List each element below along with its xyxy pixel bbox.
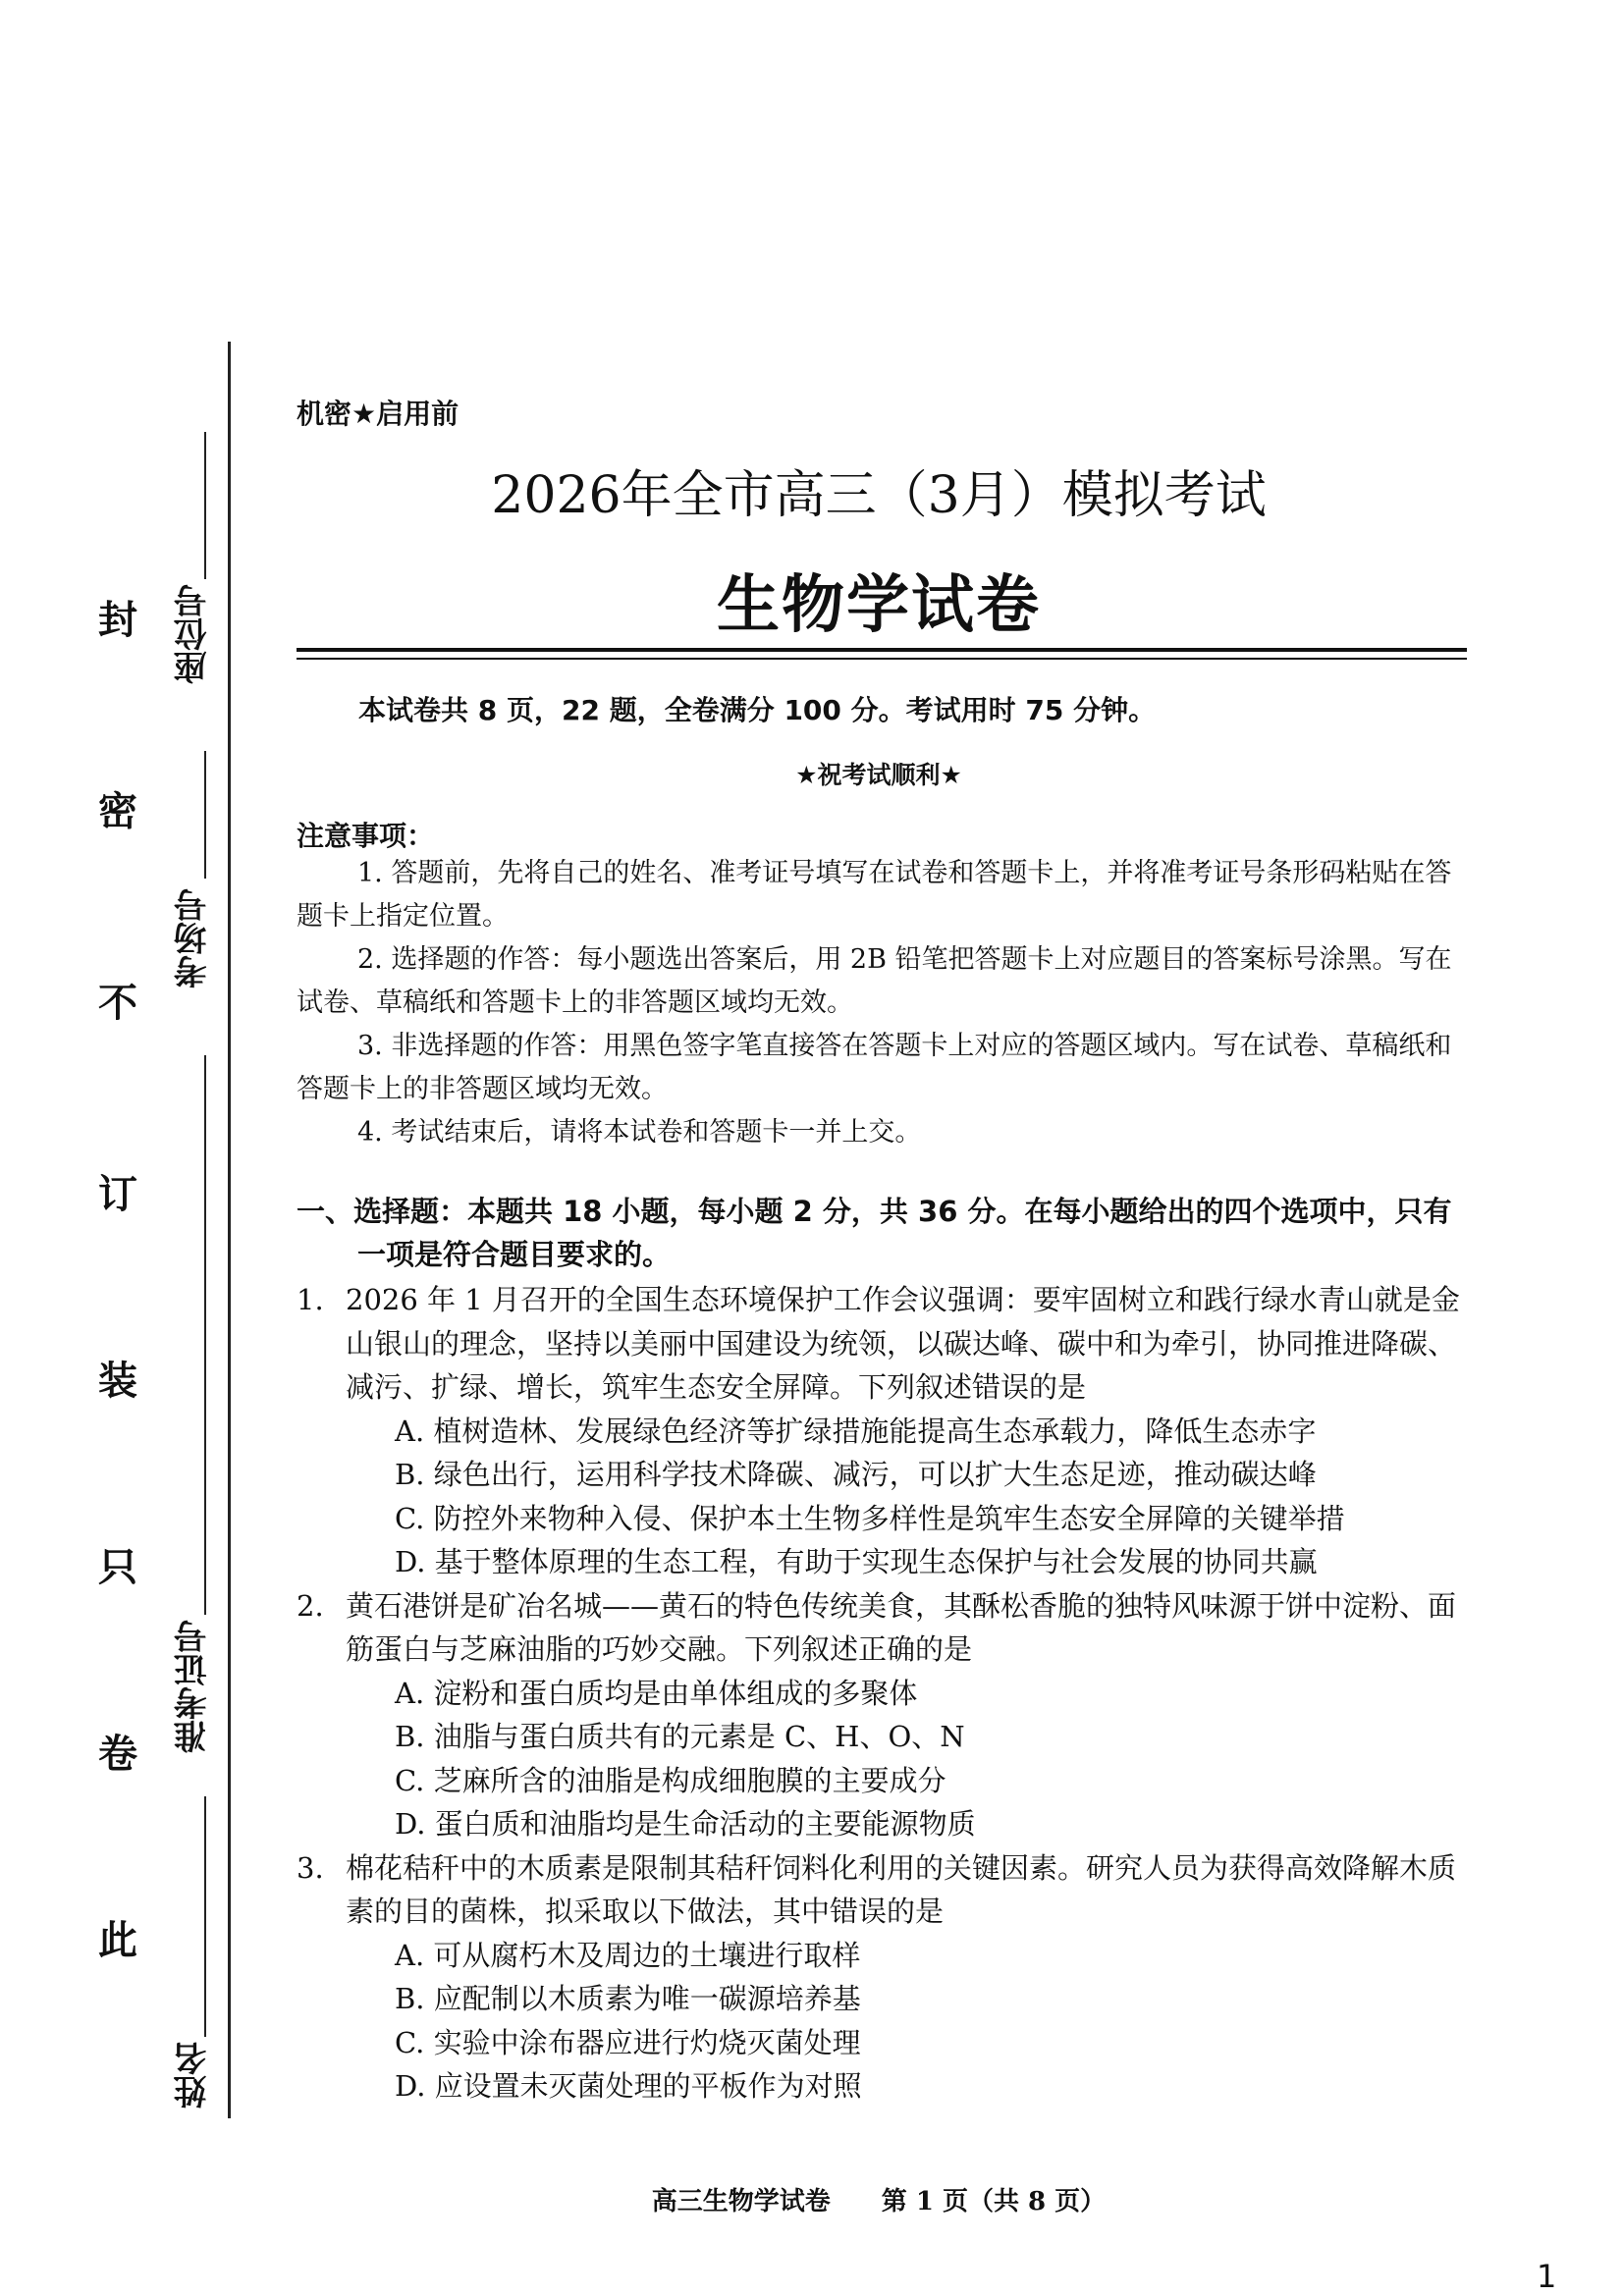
option-d: D. 蛋白质和油脂均是生命活动的主要能源物质 [395,1807,976,1841]
subject-title: 生物学试卷 [717,569,1041,642]
option-d: D. 应设置未灭菌处理的平板作为对照 [395,2069,862,2103]
option-d: D. 基于整体原理的生态工程，有助于实现生态保护与社会发展的协同共赢 [395,1545,1318,1578]
page-number: 1 [1537,2258,1557,2295]
name-line [204,1796,206,2037]
binding-margin-rule [228,342,231,2118]
notes-title: 注意事项： [297,820,435,852]
option-a: A. 可从腐朽木及周边的土壤进行取样 [395,1938,861,1972]
title-rule-thick [297,648,1467,652]
admission-number-label: 准考证号 [174,1620,213,1753]
seal-char: 密 [98,789,137,834]
question-number: 1. [297,1283,324,1316]
question-number: 2. [297,1588,324,1623]
option-c: C. 芝麻所含的油脂是构成细胞膜的主要成分 [395,1763,946,1797]
seat-number-line [204,432,206,579]
good-luck-banner: ★祝考试顺利★ [795,761,962,789]
seat-number-label: 座位号 [174,584,213,684]
exam-summary: 本试卷共 8 页，22 题，全卷满分 100 分。考试用时 75 分钟。 [358,694,1157,726]
note-item: 1. 答题前，先将自己的姓名、准考证号填写在试卷和答题卡上，并将准考证号条形码粘贴在答题卡上指定位置。 [297,858,1452,932]
option-a: A. 植树造林、发展绿色经济等扩绿措施能提高生态承载力，降低生态赤字 [395,1414,1317,1448]
page-footer: 高三生物学试卷 第 1 页（共 8 页） [651,2187,1107,2216]
section-heading-line2: 一项是符合题目要求的。 [357,1238,672,1271]
seal-char: 封 [98,598,137,643]
seal-char: 只 [98,1545,137,1590]
section-heading [297,1190,1470,1276]
name-field[interactable] [167,1796,218,2120]
admission-number-field[interactable] [167,1055,218,1757]
seal-char: 订 [98,1172,137,1217]
question-2 [297,1584,1470,1846]
exam-room-label: 考场号 [174,888,213,988]
option-b: B. 绿色出行，运用科学技术降碳、减污，可以扩大生态足迹，推动碳达峰 [395,1458,1317,1491]
seal-char: 不 [98,981,137,1026]
notes-list [297,852,1470,1154]
name-label: 姓名 [174,2042,213,2109]
confidential-label: 机密★启用前 [297,398,460,430]
note-item: 3. 非选择题的作答：用黑色签字笔直接答在答题卡上对应的答题区域内。写在试卷、草稿纸和答题卡上的非答题区域均无效。 [297,1031,1452,1104]
option-b: B. 油脂与蛋白质共有的元素是 C、H、O、N [395,1720,965,1753]
seal-char: 此 [98,1918,137,1963]
questions-list [297,1278,1470,2109]
exam-room-field[interactable] [167,751,218,1036]
option-b: B. 应配制以木质素为唯一碳源培养基 [395,1982,861,2015]
admission-number-line [204,1055,206,1615]
note-item: 2. 选择题的作答：每小题选出答案后，用 2B 铅笔把答题卡上对应题目的答案标号涂黑。写在试卷、草稿纸和答题卡上的非答题区域均无效。 [297,944,1452,1018]
section-heading-line1: 一、选择题：本题共 18 小题，每小题 2 分，共 36 分。在每小题给出的四个选项中，只有 [297,1195,1452,1228]
exam-room-line [204,751,206,879]
question-stem: 棉花秸秆中的木质素是限制其秸秆饲料化利用的关键因素。研究人员为获得高效降解木质素的目的菌株，拟采取以下做法，其中错误的是 [346,1850,1457,1928]
question-stem: 黄石港饼是矿冶名城——黄石的特色传统美食，其酥松香脆的独特风味源于饼中淀粉、面筋蛋白与芝麻油脂的巧妙交融。下列叙述正确的是 [346,1588,1457,1666]
seal-char: 装 [98,1359,137,1404]
question-1 [297,1278,1470,1584]
exam-title: 2026年全市高三（3月）模拟考试 [491,466,1267,525]
title-rule-thin [297,658,1467,660]
question-3 [297,1846,1470,2109]
question-stem: 2026 年 1 月召开的全国生态环境保护工作会议强调：要牢固树立和践行绿水青山就是金山银山的理念，坚持以美丽中国建设为统领，以碳达峰、碳中和为牵引，协同推进降碳、减污、扩绿、增长，筑牢生态安全屏障。下列叙述错误的是 [346,1283,1460,1404]
seat-number-field[interactable] [167,432,218,726]
note-item: 4. 考试结束后，请将本试卷和答题卡一并上交。 [357,1117,922,1148]
seal-char: 卷 [98,1732,137,1777]
option-a: A. 淀粉和蛋白质均是由单体组成的多聚体 [395,1676,918,1710]
option-c: C. 防控外来物种入侵、保护本土生物多样性是筑牢生态安全屏障的关键举措 [395,1501,1345,1535]
option-c: C. 实验中涂布器应进行灼烧灭菌处理 [395,2025,861,2059]
question-number: 3. [297,1850,324,1885]
